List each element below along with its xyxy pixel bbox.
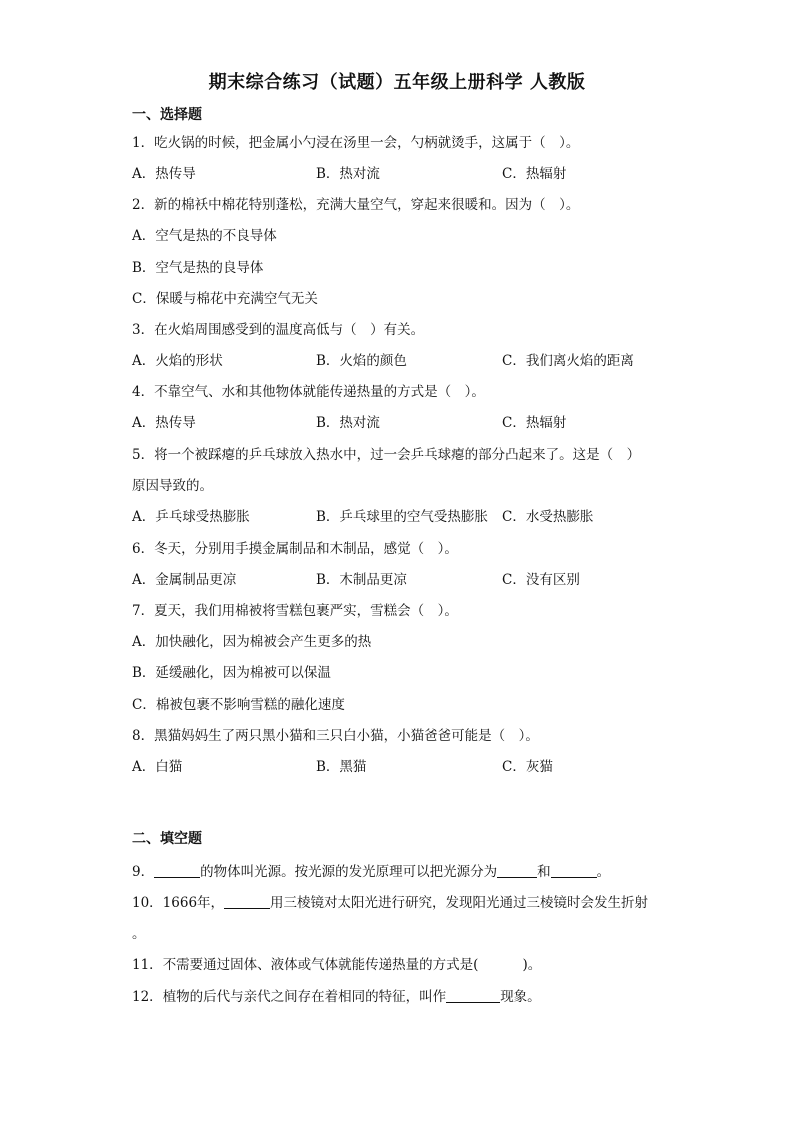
question-5-option-a: A．乒乓球受热膨胀 bbox=[132, 509, 250, 525]
section-heading-choice: 一、选择题 bbox=[132, 107, 202, 123]
question-3-option-b: B．火焰的颜色 bbox=[316, 353, 407, 369]
question-7-option-c: C．棉被包裹不影响雪糕的融化速度 bbox=[132, 697, 345, 713]
question-9-text-end: 。 bbox=[596, 864, 611, 880]
question-1-stem: 1．吃火锅的时候，把金属小勺浸在汤里一会，勺柄就烫手，这属于（ ）。 bbox=[132, 135, 580, 151]
question-12-text-end: 现象。 bbox=[500, 989, 541, 1005]
question-3-option-a: A．火焰的形状 bbox=[132, 353, 223, 369]
question-4-stem: 4．不靠空气、水和其他物体就能传递热量的方式是（ ）。 bbox=[132, 384, 485, 400]
answer-blank[interactable] bbox=[551, 863, 597, 878]
question-8-option-a: A．白猫 bbox=[132, 759, 183, 775]
question-12-text: 植物的后代与亲代之间存在着相同的特征，叫作 bbox=[162, 989, 447, 1005]
question-11 bbox=[132, 953, 541, 973]
question-5-stem-continued: 原因导致的。 bbox=[132, 478, 213, 494]
question-11-text-end: )。 bbox=[522, 957, 542, 973]
section-heading-fill: 二、填空题 bbox=[132, 831, 202, 847]
question-1-option-b: B．热对流 bbox=[316, 166, 380, 182]
question-10 bbox=[132, 891, 648, 911]
question-10-prefix: 10．1666年， bbox=[132, 895, 225, 911]
page-title: 期末综合练习（试题）五年级上册科学 人教版 bbox=[208, 72, 586, 93]
question-2-option-b: B．空气是热的良导体 bbox=[132, 260, 264, 276]
question-9-number: 9． bbox=[132, 864, 155, 880]
question-5-option-c: C．水受热膨胀 bbox=[502, 509, 594, 525]
question-3-option-c: C．我们离火焰的距离 bbox=[502, 353, 634, 369]
answer-blank[interactable] bbox=[154, 863, 200, 878]
question-6-stem: 6．冬天，分别用手摸金属制品和木制品，感觉（ ）。 bbox=[132, 541, 458, 557]
question-10-end: 。 bbox=[132, 926, 146, 942]
question-6-option-a: A．金属制品更凉 bbox=[132, 572, 237, 588]
question-5-option-b: B．乒乓球里的空气受热膨胀 bbox=[316, 509, 488, 525]
question-3-stem: 3．在火焰周围感受到的温度高低与（ ）有关。 bbox=[132, 322, 425, 338]
question-2-option-a: A．空气是热的不良导体 bbox=[132, 228, 277, 244]
question-6-option-b: B．木制品更凉 bbox=[316, 572, 407, 588]
question-5-stem: 5．将一个被踩瘪的乒乓球放入热水中，过一会乒乓球瘪的部分凸起来了。这是（ ） bbox=[132, 447, 641, 463]
question-8-option-b: B．黑猫 bbox=[316, 759, 367, 775]
question-6-option-c: C．没有区别 bbox=[502, 572, 580, 588]
question-8-option-c: C．灰猫 bbox=[502, 759, 553, 775]
question-1-option-a: A．热传导 bbox=[132, 166, 196, 182]
question-4-option-c: C．热辐射 bbox=[502, 415, 567, 431]
question-9-text: 的物体叫光源。按光源的发光原理可以把光源分为 bbox=[200, 864, 498, 880]
question-4-option-b: B．热对流 bbox=[316, 415, 380, 431]
answer-blank[interactable] bbox=[446, 988, 500, 1003]
question-11-text: 不需要通过固体、液体或气体就能传递热量的方式是( bbox=[162, 957, 479, 973]
question-7-stem: 7．夏天，我们用棉被将雪糕包裹严实，雪糕会（ ）。 bbox=[132, 603, 458, 619]
question-7-option-b: B．延缓融化，因为棉被可以保温 bbox=[132, 665, 331, 681]
question-7-option-a: A．加快融化，因为棉被会产生更多的热 bbox=[132, 634, 372, 650]
question-9-text-and: 和 bbox=[537, 864, 551, 880]
question-8-stem: 8．黑猫妈妈生了两只黑小猫和三只白小猫，小猫爸爸可能是（ ）。 bbox=[132, 728, 539, 744]
question-11-number: 11． bbox=[132, 957, 163, 973]
question-2-stem: 2．新的棉袄中棉花特别蓬松，充满大量空气，穿起来很暖和。因为（ ）。 bbox=[132, 197, 580, 213]
question-4-option-a: A．热传导 bbox=[132, 415, 196, 431]
question-12-number: 12． bbox=[132, 989, 163, 1005]
question-12 bbox=[132, 985, 541, 1005]
question-1-option-c: C．热辐射 bbox=[502, 166, 567, 182]
question-9 bbox=[132, 860, 610, 880]
answer-blank[interactable] bbox=[224, 894, 270, 909]
question-2-option-c: C．保暖与棉花中充满空气无关 bbox=[132, 291, 318, 307]
question-10-text: 用三棱镜对太阳光进行研究，发现阳光通过三棱镜时会发生折射 bbox=[270, 895, 649, 911]
answer-blank[interactable] bbox=[497, 863, 537, 878]
